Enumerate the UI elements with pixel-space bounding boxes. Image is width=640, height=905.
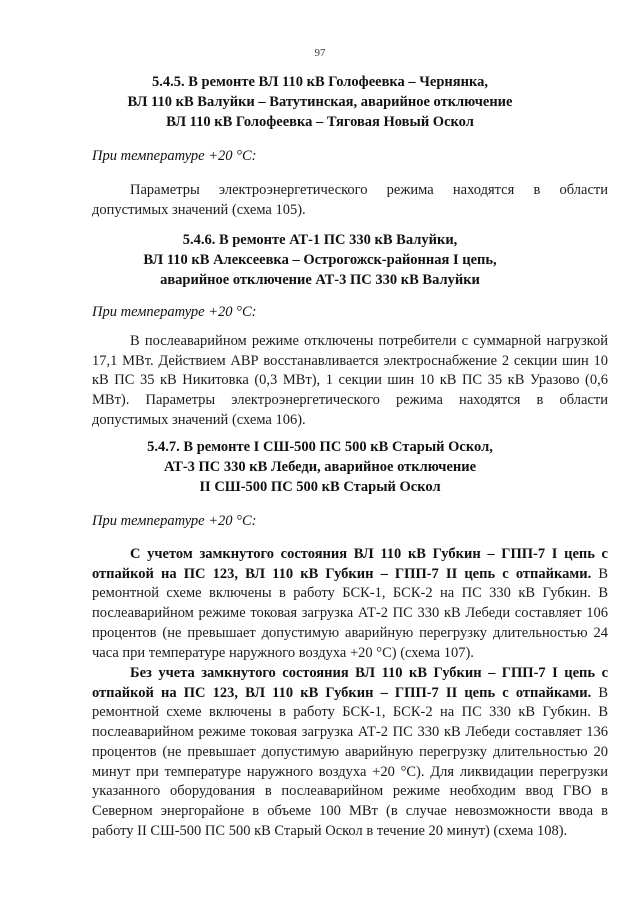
section-heading-5-4-6 [60, 230, 580, 290]
heading-line: 5.4.5. В ремонте ВЛ 110 кВ Голофеевка – Чернянка, [151, 74, 488, 90]
heading-line: аварийное отключение АТ-3 ПС 330 кВ Валуйки [160, 272, 480, 288]
heading-line: ВЛ 110 кВ Голофеевка – Тяговая Новый Оскол [166, 114, 474, 130]
section-heading-5-4-7 [60, 437, 580, 497]
section-paragraph: В послеаварийном режиме отключены потребители с суммарной нагрузкой 17,1 МВт. Действием АВР восстанавливается электроснабжение 2 секции шин 10 кВ ПС 35 кВ Никитовка (0,3 МВт), 1 секции шин 10 кВ ПС 35 кВ Уразово (0,6 МВт). Параметры электроэнергетического режима находятся в области допустимых значений (схема 106). [92, 333, 608, 428]
page-number: 97 [314, 47, 326, 59]
heading-line: II СШ-500 ПС 500 кВ Старый Оскол [199, 479, 441, 495]
heading-line: ВЛ 110 кВ Валуйки – Ватутинская, аварийное отключение [127, 94, 513, 110]
paragraph-body: В ремонтной схеме включены в работу БСК-1, БСК-2 на ПС 330 кВ Губкин. В послеаварийном режиме токовая загрузка АТ-2 ПС 330 кВ Лебеди составляет 136 процентов (не превышает допустимую аварийную перегрузку длительностью 20 минут при температуре наружного воздуха +20 °С). Для ликвидации перегрузки указанного оборудования в послеаварийном режиме необходим ввод ГВО в Северном энергорайоне в объеме 100 МВт (в случае невозможности ввода в работу II СШ-500 ПС 500 кВ Старый Оскол в течение 20 минут) (схема 108). [92, 684, 609, 839]
section-paragraph: Параметры электроэнергетического режима находятся в области допустимых значений (схема 105). [92, 182, 608, 218]
section-heading-5-4-5 [60, 72, 580, 132]
temperature-condition: При температуре +20 °С: [92, 148, 257, 164]
temperature-condition: При температуре +20 °С: [92, 513, 257, 529]
heading-line: АТ-3 ПС 330 кВ Лебеди, аварийное отключение [163, 459, 477, 475]
heading-line: ВЛ 110 кВ Алексеевка – Острогожск-районная I цепь, [143, 252, 497, 268]
heading-line: 5.4.7. В ремонте I СШ-500 ПС 500 кВ Старый Оскол, [147, 439, 493, 455]
paragraph-body: В ремонтной схеме включены в работу БСК-1, БСК-2 на ПС 330 кВ Губкин. В послеаварийном режиме токовая загрузка АТ-2 ПС 330 кВ Лебеди составляет 106 процентов (не превышает допустимую аварийную перегрузку длительностью 24 часа при температуре наружного воздуха +20 °С) (схема 107). [92, 565, 609, 661]
heading-line: 5.4.6. В ремонте АТ-1 ПС 330 кВ Валуйки, [182, 232, 458, 248]
paragraph-lead-bold: С учетом замкнутого состояния ВЛ 110 кВ Губкин – ГПП-7 I цепь с отпайкой на ПС 123, ВЛ 110 кВ Губкин – ГПП-7 II цепь с отпайками. [92, 546, 608, 582]
section-paragraph-with-loop [92, 545, 608, 663]
temperature-condition: При температуре +20 °С: [92, 304, 257, 320]
paragraph-lead-bold: Без учета замкнутого состояния ВЛ 110 кВ Губкин – ГПП-7 I цепь с отпайкой на ПС 123, ВЛ 110 кВ Губкин – ГПП-7 II цепь с отпайками. [92, 665, 608, 701]
section-paragraph-without-loop [92, 664, 608, 841]
